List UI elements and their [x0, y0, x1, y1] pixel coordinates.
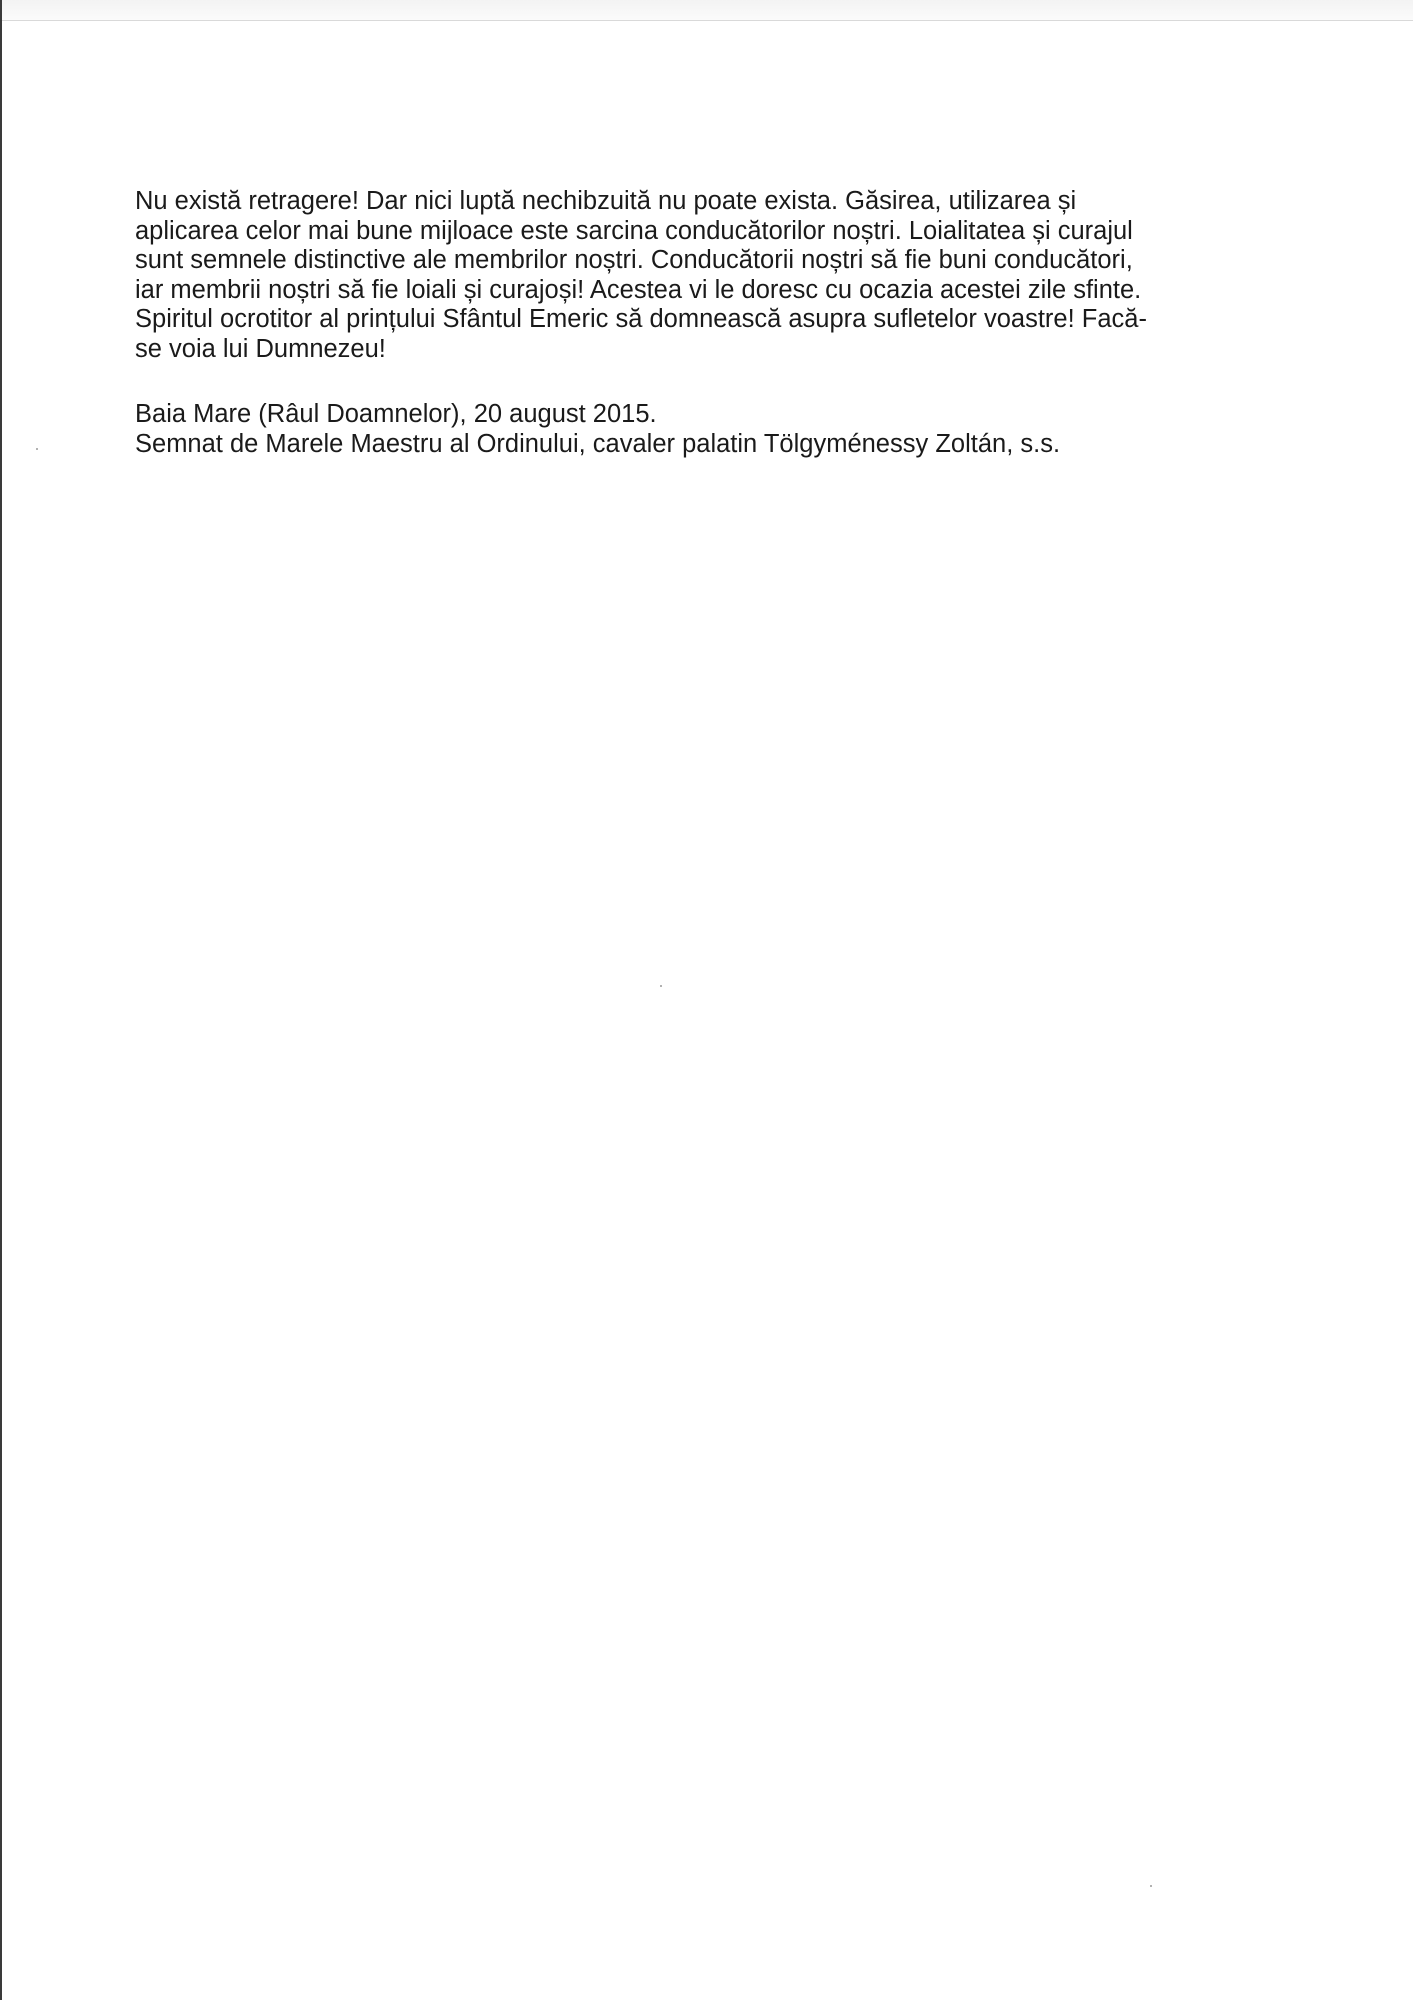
paragraph-line: Spiritul ocrotitor al prințului Sfântul Emeric să domnească asupra sufletelor voastre! Facă-	[135, 305, 1147, 333]
paragraph-line: iar membrii noștri să fie loiali și curajoși! Acestea vi le doresc cu ocazia acestei zile sfinte.	[135, 275, 1142, 304]
paragraph-line: Nu există retragere! Dar nici luptă nechibzuită nu poate exista. Găsirea, utilizarea și	[135, 187, 1077, 215]
paragraph-spacer	[135, 364, 1285, 400]
document-body	[135, 187, 1285, 459]
paragraph-line: se voia lui Dumnezeu!	[135, 334, 386, 363]
paragraph-line: sunt semnele distinctive ale membrilor noștri. Conducătorii noștri să fie buni conducători,	[135, 246, 1133, 274]
scan-speck	[36, 448, 38, 450]
paragraph-line: aplicarea celor mai bune mijloace este sarcina conducătorilor noștri. Loialitatea și curajul	[135, 216, 1133, 245]
signature-line: Semnat de Marele Maestru al Ordinului, cavaler palatin Tölgyménessy Zoltán, s.s.	[135, 429, 1061, 458]
scan-left-edge	[0, 0, 2, 2000]
place-and-date: Baia Mare (Râul Doamnelor), 20 august 2015.	[135, 400, 657, 428]
scan-speck	[660, 985, 662, 987]
scan-speck	[1150, 1885, 1152, 1887]
closing-paragraph	[135, 187, 1285, 364]
scan-top-edge	[0, 0, 1413, 21]
